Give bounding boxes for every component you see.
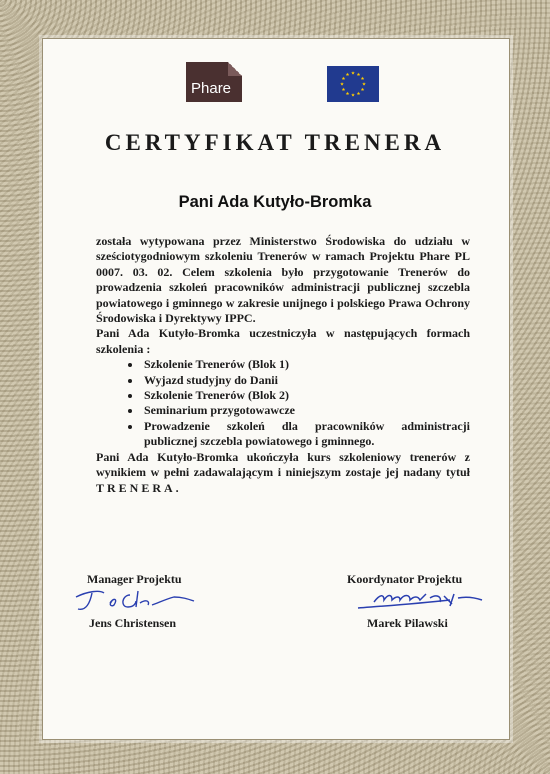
eu-star-icon [342, 77, 346, 80]
body-paragraph-1: została wytypowana przez Ministerstwo Środowiska do udziału w sześciotygodniowym szkoleniu Trenerów w ramach Projektu Phare PL 0007. 03. 02. Celem szkolenia było przygotowanie Trenerów do prowadzenia szkoleń pracowników administracji publicznej szczebla powiatowego i gminnego w zakresie unijnego i polskiego Prawa Ochrony Środowiska i Dyrektywy IPPC. [96, 234, 470, 326]
manager-name: Jens Christensen [89, 616, 177, 630]
phare-logo [186, 62, 242, 102]
body-paragraph-2: Pani Ada Kutyło-Bromka uczestniczyła w następujących formach szkolenia : [96, 326, 470, 356]
body-paragraph-3-text: Pani Ada Kutyło-Bromka ukończyła kurs szkoleniowy trenerów z wynikiem w pełni zadawalającym i niniejszym zostaje jej nadany tytuł [96, 449, 470, 480]
eu-star-icon [346, 92, 350, 95]
coordinator-signature [354, 588, 484, 614]
body-paragraph-3 [96, 450, 470, 496]
list-item: • Szkolenie Trenerów (Blok 1) [142, 357, 470, 372]
phare-logo-text: Phare [191, 80, 232, 97]
manager-role-label: Manager Projektu [87, 572, 182, 586]
eu-flag-icon [327, 66, 379, 102]
coordinator-name: Marek Pilawski [367, 616, 448, 630]
list-item: • Prowadzenie szkoleń dla pracowników administracji publicznej szczebla powiatowego i gminnego. [142, 419, 470, 450]
eu-star-icon [351, 93, 355, 96]
eu-star-icon [357, 73, 361, 76]
eu-star-icon [361, 77, 365, 80]
phare-logo-corner [228, 62, 242, 76]
certificate-title: CERTYFIKAT TRENERA [104, 130, 446, 155]
eu-stars-icon [327, 66, 379, 102]
eu-star-icon [361, 88, 365, 91]
training-forms-list [96, 357, 470, 449]
trainer-title-word: TRENERA. [96, 480, 182, 495]
eu-star-icon [342, 88, 346, 91]
list-item: • Szkolenie Trenerów (Blok 2) [142, 388, 470, 403]
eu-star-icon [351, 71, 355, 74]
recipient-name: Pani Ada Kutyło-Bromka [178, 193, 372, 211]
eu-star-icon [346, 73, 350, 76]
eu-star-icon [362, 82, 366, 85]
certificate-body [96, 234, 470, 496]
list-item: • Seminarium przygotowawcze [142, 403, 470, 418]
manager-signature [70, 585, 200, 617]
eu-star-icon [340, 82, 344, 85]
coordinator-role-label: Koordynator Projektu [347, 572, 463, 586]
list-item: • Wyjazd studyjny do Danii [142, 373, 470, 388]
eu-star-icon [357, 92, 361, 95]
